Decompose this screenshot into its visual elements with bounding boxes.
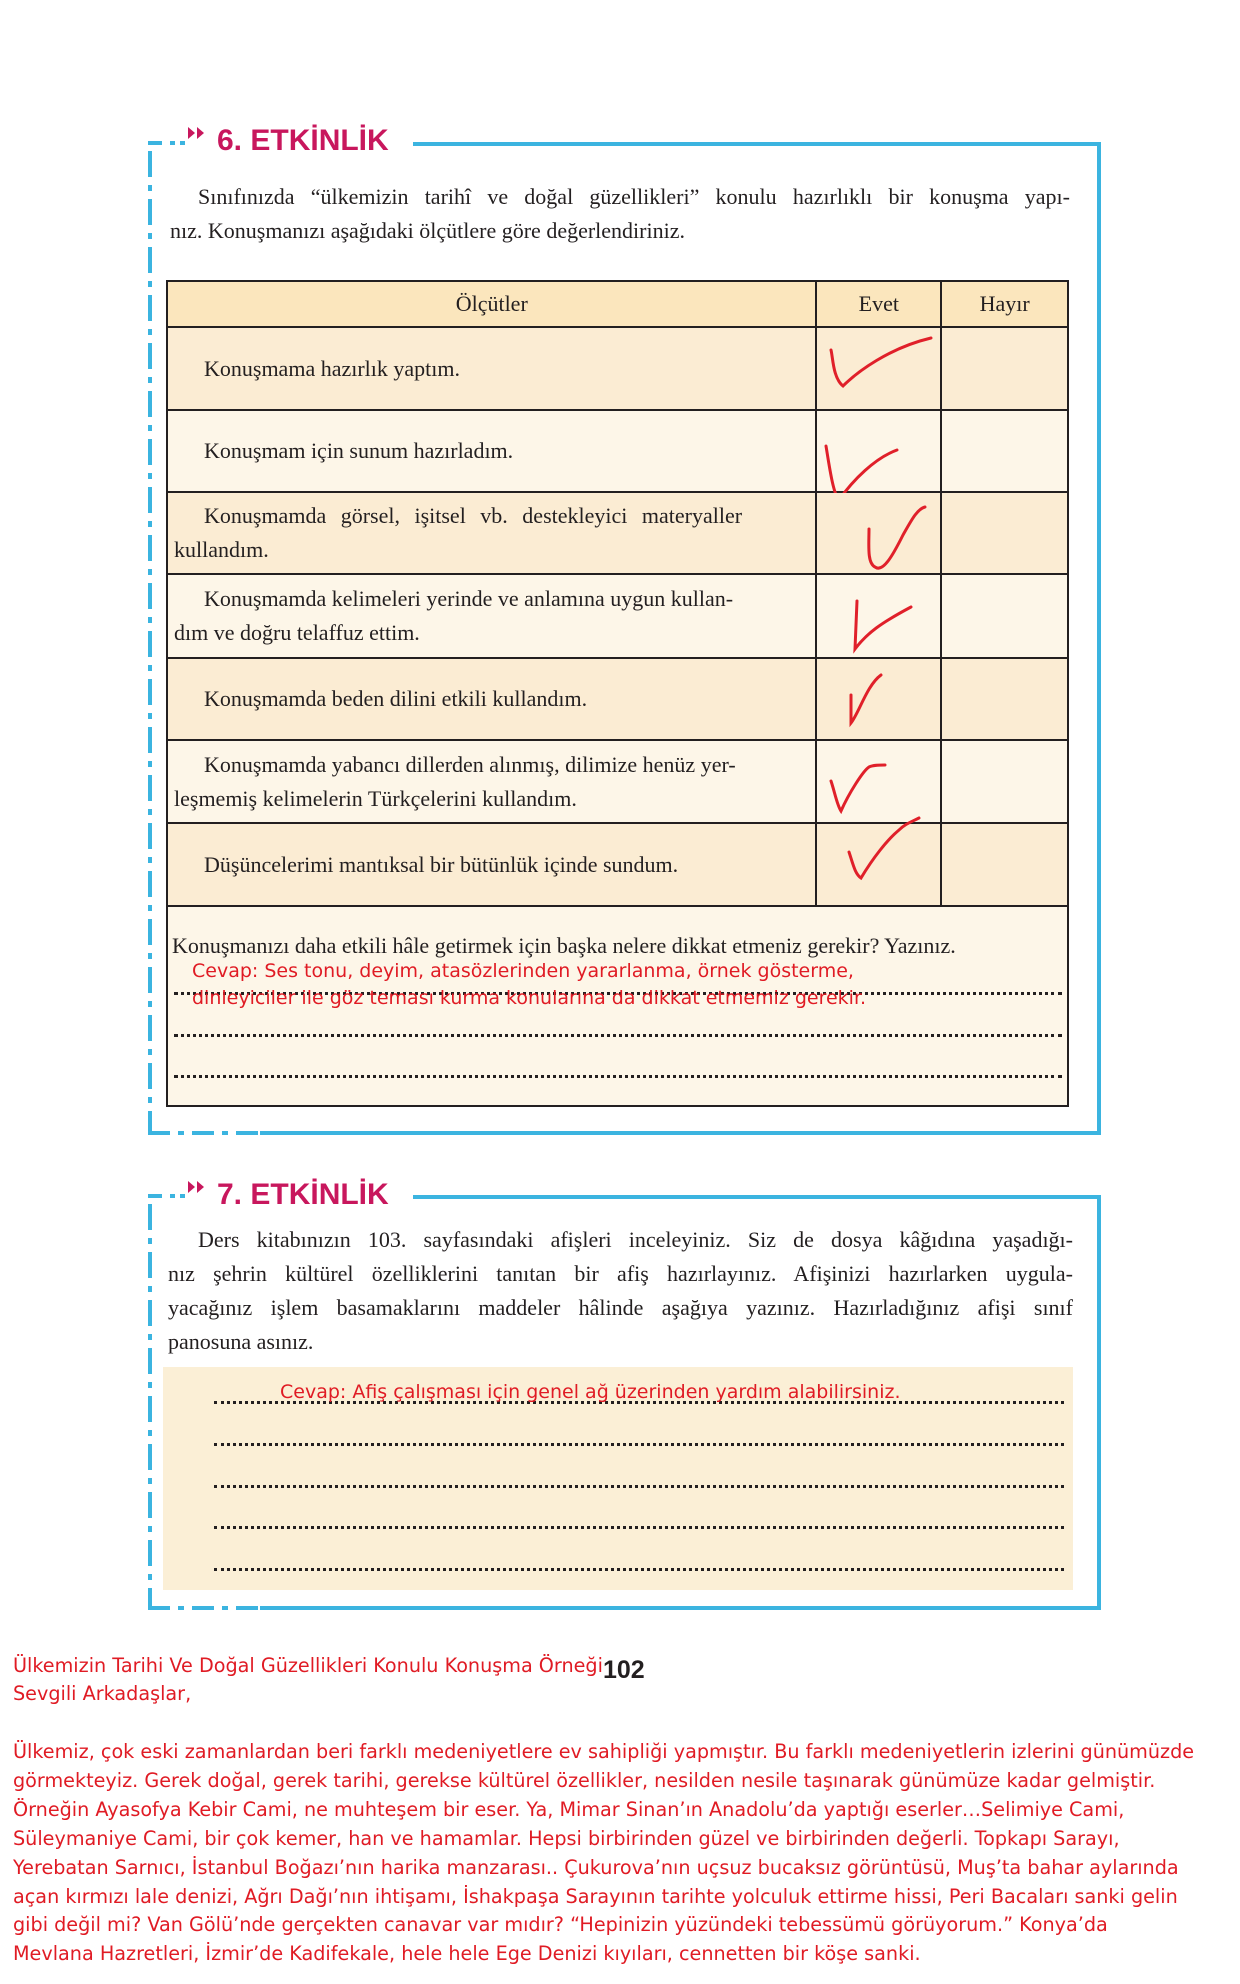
criterion-text: Konuşmama hazırlık yaptım.: [204, 355, 460, 381]
frame-bottom-line: [260, 1131, 1101, 1135]
writing-line[interactable]: [214, 1485, 1064, 1488]
criterion-text: Konuşmamda görsel, işitsel vb. destekleyici materyaller: [204, 503, 743, 528]
intro-line: nız. Konuşmanızı aşağıdaki ölçütlere göre değerlendiriniz.: [170, 218, 685, 243]
intro-line: Sınıfınızda “ülkemizin tarihî ve doğal güzellikleri” konulu hazırlıklı bir konuşma yapı-: [198, 184, 1070, 209]
intro-line: nız şehrin kültürel özelliklerini tanıtan bir afiş hazırlayınız. Afişinizi hazırlarken uygula-: [168, 1261, 1073, 1286]
frame-bottom-line: [260, 1606, 1101, 1610]
intro-line: panosuna asınız.: [168, 1329, 314, 1354]
hayir-cell[interactable]: [941, 658, 1068, 740]
check-mark-icon: [851, 599, 921, 655]
frame-left-dashed: [148, 1204, 152, 1606]
double-chevron-right-icon: [186, 1178, 208, 1204]
criterion-text: kullandım.: [174, 537, 269, 562]
criterion-cell: [167, 492, 816, 574]
example-line: Süleymaniye Cami, bir çok kemer, han ve hamamlar. Hepsi birbirinden güzel ve birbirinden değerli. Topkapı Sarayı,: [13, 1826, 1120, 1850]
hayir-cell[interactable]: [941, 492, 1068, 574]
column-header-yes: Evet: [816, 281, 941, 327]
table-row: [167, 492, 1068, 574]
frame-dot: [170, 1194, 175, 1198]
evet-cell[interactable]: [816, 492, 941, 574]
answer-cell: [167, 906, 1068, 1106]
hayir-cell[interactable]: [941, 327, 1068, 410]
table-row: [167, 574, 1068, 658]
table-row: [167, 740, 1068, 823]
check-mark-icon: [829, 763, 905, 819]
example-line: Yerebatan Sarnıcı, İstanbul Boğazı’nın harika manzarası.. Çukurova’nın uçsuz bucaksız görüntüsü, Muş’ta bahar aylarında: [13, 1855, 1179, 1879]
intro-line: Ders kitabınızın 103. sayfasındaki afişleri inceleyiniz. Siz de dosya kâğıdına yaşadığı-: [198, 1227, 1073, 1252]
example-body: [13, 1738, 1238, 1969]
example-line: Örneğin Ayasofya Kebir Cami, ne muhteşem bir eser. Ya, Mimar Sinan’ın Anadolu’da yaptığı eserler…Selimiye Cami,: [13, 1797, 1125, 1821]
frame-corner: [148, 1194, 162, 1198]
example-title: Ülkemizin Tarihi Ve Doğal Güzellikleri Konulu Konuşma Örneği: [13, 1654, 603, 1677]
example-line: gibi değil mi? Van Gölü’nde gerçekten canavar var mıdır? “Hepinizin yüzündeki tebessümü görüyorum.” Konya’da: [13, 1913, 1108, 1937]
example-line: Mevlana Hazretleri, İzmir’de Kadifekale, hele hele Ege Denizi kıyıları, cennetten bir köşe sanki.: [13, 1942, 921, 1966]
evet-cell[interactable]: [816, 658, 941, 740]
writing-line[interactable]: [214, 1526, 1064, 1529]
hayir-cell[interactable]: [941, 410, 1068, 492]
hayir-cell[interactable]: [941, 823, 1068, 906]
criterion-cell: [167, 574, 816, 658]
criteria-table: [166, 280, 1069, 1107]
criterion-cell: [167, 658, 816, 740]
double-chevron-right-icon: [186, 124, 208, 150]
frame-dot: [170, 141, 175, 145]
evet-cell[interactable]: [816, 410, 941, 492]
writing-line[interactable]: [214, 1443, 1064, 1446]
activity-6-intro: [170, 180, 1070, 248]
activity-7-title: 7. ETKİNLİK: [217, 1178, 389, 1211]
activity-6-title: 6. ETKİNLİK: [217, 124, 389, 157]
frame-dot: [180, 1194, 185, 1198]
criterion-cell: [167, 410, 816, 492]
question-text: Konuşmanızı daha etkili hâle getirmek için başka nelere dikkat etmeniz gerekir? Yazınız.: [172, 933, 956, 958]
table-row: [167, 410, 1068, 492]
answer-line[interactable]: [174, 1075, 1062, 1078]
criterion-cell: [167, 327, 816, 410]
criterion-text: dım ve doğru telaffuz ettim.: [174, 620, 420, 645]
table-header-row: [167, 281, 1068, 327]
frame-right-line: [1097, 142, 1101, 1135]
table-row: [167, 658, 1068, 740]
table-row: [167, 823, 1068, 906]
evet-cell[interactable]: [816, 740, 941, 823]
answer-text: Cevap: Afiş çalışması için genel ağ üzerinden yardım alabilirsiniz.: [280, 1381, 901, 1403]
example-line: Ülkemiz, çok eski zamanlardan beri farklı medeniyetlere ev sahipliği yapmıştır. Bu farklı medeniyetlerin izlerini günümüzde: [13, 1740, 1195, 1763]
activity-7-intro: [168, 1223, 1073, 1359]
frame-corner: [148, 141, 162, 145]
evet-cell[interactable]: [816, 823, 941, 906]
intro-line: yacağınız işlem basamaklarını maddeler hâlinde aşağıya yazınız. Hazırladığınız afişi sınıf: [168, 1295, 1073, 1320]
criterion-text: leşmemiş kelimelerin Türkçelerini kullandım.: [174, 785, 577, 811]
check-mark-icon: [863, 505, 933, 575]
page-number: 102: [603, 1656, 645, 1684]
column-header-criteria: Ölçütler: [167, 281, 816, 327]
hayir-cell[interactable]: [941, 574, 1068, 658]
answer-text: dinleyiciler ile göz teması kurma konularına da dikkat etmemiz gerekir.: [192, 987, 867, 1009]
criterion-text: Konuşmamda beden dilini etkili kullandım.: [204, 686, 588, 711]
frame-top-line: [413, 1195, 1101, 1199]
criterion-text: Düşüncelerimi mantıksal bir bütünlük içinde sundum.: [204, 851, 679, 877]
criterion-cell: [167, 823, 816, 906]
frame-top-line: [413, 142, 1101, 146]
evet-cell[interactable]: [816, 327, 941, 410]
answer-area: [168, 907, 1067, 1105]
frame-bottom-dashed: [148, 1131, 258, 1135]
frame-right-line: [1097, 1195, 1101, 1610]
writing-panel: [163, 1367, 1073, 1590]
example-line: açan kırmızı lale denizi, Ağrı Dağı’nın ihtişamı, İshakpaşa Sarayının tarihte yolculuk ettirme hissi, Peri Bacaları sanki gelin: [13, 1884, 1178, 1908]
answer-row: [167, 906, 1068, 1106]
criterion-text: Konuşmamda kelimeleri yerinde ve anlamına uygun kullan-: [204, 586, 734, 611]
evet-cell[interactable]: [816, 574, 941, 658]
criterion-text: Konuşmamda yabancı dillerden alınmış, dilimize henüz yer-: [204, 751, 736, 777]
answer-line[interactable]: [174, 1034, 1062, 1037]
check-mark-icon: [829, 338, 939, 398]
check-mark-icon: [847, 818, 937, 888]
frame-left-dashed: [148, 151, 152, 1131]
frame-dot: [180, 141, 185, 145]
table-row: [167, 327, 1068, 410]
criterion-text: Konuşmam için sunum hazırladım.: [204, 438, 514, 463]
example-greeting: Sevgili Arkadaşlar,: [13, 1682, 192, 1705]
criterion-cell: [167, 740, 816, 823]
frame-bottom-dashed: [148, 1606, 258, 1610]
example-line: görmekteyiz. Gerek doğal, gerek tarihi, gerekse kültürel özellikler, nesilden nesile taşınarak günümüze kadar gelmiştir.: [13, 1768, 1156, 1792]
check-mark-icon: [847, 673, 907, 729]
column-header-no: Hayır: [941, 281, 1068, 327]
answer-text: Cevap: Ses tonu, deyim, atasözlerinden yararlanma, örnek gösterme,: [192, 960, 854, 982]
writing-line[interactable]: [214, 1568, 1064, 1571]
hayir-cell[interactable]: [941, 740, 1068, 823]
